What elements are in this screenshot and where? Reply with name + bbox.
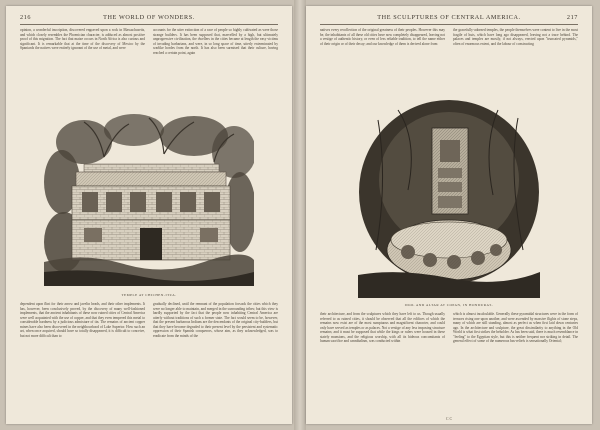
- right-page-number: 217: [566, 13, 578, 21]
- left-bottom-text: [20, 302, 278, 418]
- right-bottom-col-2: which is almost incalculable. Generally these pyramidal structures were in the form of terraces rising one upon another, and were ascended by massive flights of stone steps, many of which are still standing, almost as perfect as when first laid down centuries ago. In the architecture and sculpture, the great dissimilarity to anything in the Old World is what first strikes the beholder. As has been said, there is much resemblance in "feeling" to the Egyptian style, but this is neither frequent nor striking in detail. The general effect of some of the numerous bas-reliefs is sensationally Oriental;: [453, 312, 578, 344]
- left-bottom-col-2: gradually declined, until the remnant of the population forsook the cities which they were no longer able to maintain, and merged in the surrounding tribes; but this view is hardly supported by the fact that the people now inhabiting Central America are utterly without traditions of such a former state. The fact would seem to be, however, that the present barbarous Indians are the descendants of the original city-builders, but that they have become degraded to their present level by the persistent and systematic oppression of their Spanish conquerors, whose aim, as they acknowledged, was to eradicate from the minds of the: [153, 302, 278, 338]
- left-running-header: [20, 12, 278, 22]
- idol-altar-engraving: [358, 100, 540, 298]
- temple-engraving: [44, 112, 254, 286]
- right-page: [306, 6, 592, 424]
- book-gutter: [294, 0, 306, 430]
- left-page: [6, 6, 292, 424]
- left-running-head: THE WORLD OF WONDERS.: [103, 13, 195, 21]
- right-bottom-text: [320, 312, 578, 412]
- right-top-col-1: natives every recollection of the original greatness of their peoples. However this may be, the inhabitants of all these old cities have now completely disappeared, leaving not a vestige of authentic history, or even of less reliable tradition, to tell the name either of their origin or of their decay; and our knowledge of them is derived alone from: [320, 28, 445, 46]
- left-bottom-col-1: dependent upon flint for their arrow and javelin heads, and their other implements. It has, however, been conclusively proved, by the discovery of many well-fashioned implements, that the ancient inhabitants of these now ruined cities of Central America were well acquainted with the use of copper, and that they even tempered this metal to considerable hardness by a judicious admixture of tin. The remains of ancient copper mines have also been discovered in the neighbourhood of Lake Superior. How such an art, when once acquired, should have so totally disappeared, it is difficult to conceive, but not more difficult than to: [20, 302, 145, 338]
- right-top-col-2: the gracefully-adorned temples, the people themselves were content to live in the most fragile of huts, which have long ago disappeared, leaving not a trace behind. The palaces and temples are mostly, if not always, erected upon "truncated pyramids," often of enormous extent, and the labour of constructing: [453, 28, 578, 46]
- right-running-header: [320, 12, 578, 22]
- left-header-rule: [20, 24, 278, 25]
- left-top-col-2: accounts for the utter extinction of a race of people so highly cultivated as were those strange builders. It has been supposed that, marvelled by a high, but ultimately unprogressive civilization, the dwellers in the cities became at length the easy victims of invading barbarians, and were, in so long space of time, utterly exterminated by warlike hordes from the north. It has also been surmised that their culture, having reached a certain point, again: [153, 28, 278, 55]
- signature-mark: C C: [445, 416, 453, 421]
- left-plate-caption: TEMPLE AT CHICHEN-ITZA.: [121, 293, 177, 297]
- right-running-head: THE SCULPTURES OF CENTRAL AMERICA.: [377, 13, 521, 21]
- right-bottom-col-1: their architecture, and from the sculptures which they have left to us. Though usually referred to as ruined cities, it should be observed that all the edifices of which the remains now exist are of the most sumptuous and magnificent character, and could only have served as temples or as palaces. Not a vestige of any less imposing structure remains; and it must be supposed that while the kings or rulers were housed in these stately mansions, and the religious worship, with all its hideous concomitants of human sacrifice and cannibalism, was conducted within: [320, 312, 445, 344]
- left-top-col-1: opinion, a wonderful inscription, discovered engraved upon a rock in Massachusetts, and which closely resembles the Phoenician character, is adduced as almost positive proof of this migration. The fact that maize occurs in North Africa is also curious and significant. It is remarkable that at the time of the discovery of Mexico by the Spaniards the natives were entirely ignorant of the use of metal, and were: [20, 28, 145, 51]
- right-top-text: [320, 28, 578, 96]
- right-plate-caption: IDOL AND ALTAR AT COPAN, IN HONDURAS.: [404, 303, 494, 307]
- left-top-text: [20, 28, 278, 108]
- right-header-rule: [320, 24, 578, 25]
- left-page-number: 216: [20, 13, 32, 21]
